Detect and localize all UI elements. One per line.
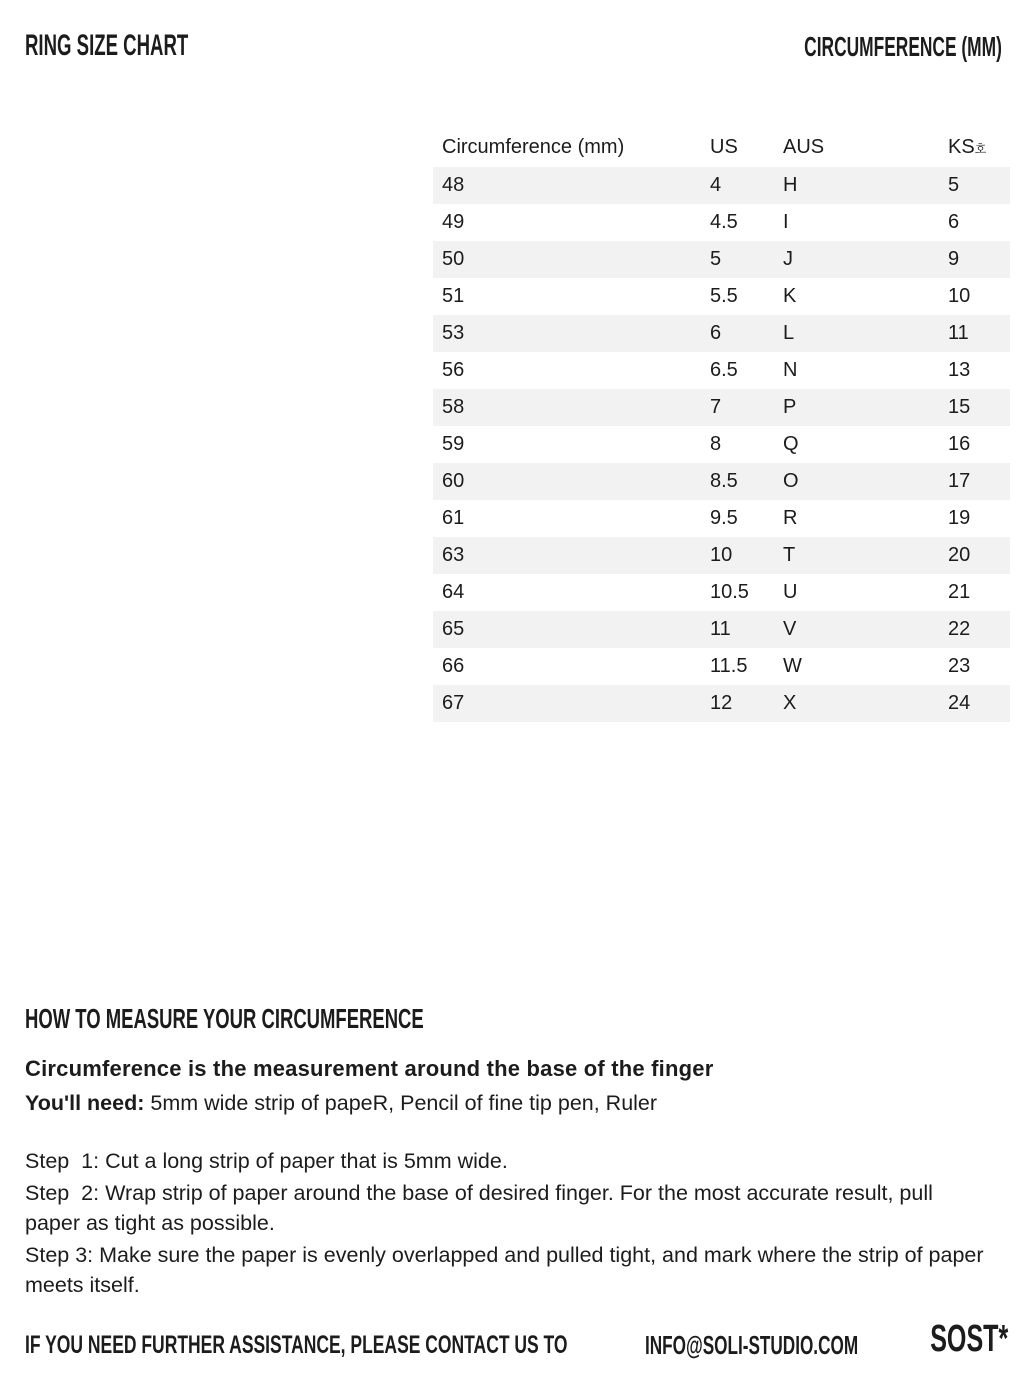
page-title (25, 29, 288, 63)
footer-email-text: INFO@SOLI-STUDIO.COM (645, 1330, 859, 1360)
cell-us: 10 (710, 544, 733, 566)
column-header-aus: AUS (783, 136, 825, 158)
cell-circumference: 58 (442, 396, 465, 418)
table-row (433, 648, 1010, 685)
cell-aus: Q (783, 433, 799, 455)
cell-aus: R (783, 507, 798, 529)
cell-ks: 6 (948, 211, 960, 233)
how-to-heading-text: HOW TO MEASURE YOUR CIRCUMFERENCE (25, 1003, 424, 1034)
cell-circumference: 48 (442, 174, 465, 196)
ks-suffix: 호 (974, 142, 987, 156)
cell-us: 11 (710, 618, 731, 640)
cell-circumference: 56 (442, 359, 465, 381)
cell-us: 9.5 (710, 507, 738, 529)
cell-ks: 24 (948, 692, 971, 714)
cell-circumference: 61 (442, 507, 465, 529)
cell-aus: U (783, 581, 798, 603)
cell-aus: O (783, 470, 799, 492)
cell-circumference: 64 (442, 581, 465, 603)
cell-aus: N (783, 359, 798, 381)
cell-aus: V (783, 618, 797, 640)
cell-circumference: 66 (442, 655, 465, 677)
step-2: Step 2: Wrap strip of paper around the base of desired finger. For the most accurate result, pull paper as tight as possible. (25, 1181, 939, 1235)
size-conversion-table (433, 128, 1010, 722)
cell-us: 8 (710, 433, 722, 455)
how-to-heading (25, 1003, 993, 1035)
table-row (433, 315, 1010, 352)
cell-us: 8.5 (710, 470, 738, 492)
cell-circumference: 50 (442, 248, 465, 270)
cell-us: 5 (710, 248, 722, 270)
cell-aus: T (783, 544, 796, 566)
cell-us: 4.5 (710, 211, 738, 233)
table-header-row (433, 128, 1010, 167)
table-row (433, 352, 1010, 389)
column-header-us: US (710, 136, 738, 158)
cell-circumference: 59 (442, 433, 465, 455)
cell-us: 6.5 (710, 359, 738, 381)
cell-ks: 20 (948, 544, 971, 566)
cell-ks: 21 (948, 581, 971, 603)
need-label: You'll need: (25, 1091, 145, 1115)
page-subtitle-text: CIRCUMFERENCE (MM) (804, 31, 1002, 62)
cell-us: 5.5 (710, 285, 738, 307)
need-text: 5mm wide strip of papeR, Pencil of fine tip pen, Ruler (144, 1091, 658, 1115)
cell-aus: K (783, 285, 797, 307)
brand-logo (890, 1318, 1008, 1361)
footer-assistance-label: IF YOU NEED FURTHER ASSISTANCE, PLEASE CONTACT US TO (25, 1331, 568, 1359)
cell-ks: 23 (948, 655, 971, 677)
cell-aus: P (783, 396, 797, 418)
cell-us: 12 (710, 692, 733, 714)
table-row (433, 537, 1010, 574)
page-subtitle (683, 31, 1002, 63)
cell-ks: 13 (948, 359, 971, 381)
step-3: Step 3: Make sure the paper is evenly overlapped and pulled tight, and mark where the strip of paper meets itself. (25, 1243, 990, 1297)
page-title-text: RING SIZE CHART (25, 29, 189, 62)
cell-circumference: 49 (442, 211, 465, 233)
cell-ks: 19 (948, 507, 971, 529)
cell-us: 7 (710, 396, 722, 418)
cell-aus: H (783, 174, 798, 196)
table-row (433, 426, 1010, 463)
cell-ks: 5 (948, 174, 960, 196)
table-row (433, 167, 1010, 204)
cell-aus: I (783, 211, 789, 233)
table-row (433, 389, 1010, 426)
cell-circumference: 51 (442, 285, 465, 307)
table-row (433, 685, 1010, 722)
cell-ks: 15 (948, 396, 971, 418)
steps-list (25, 1146, 993, 1300)
cell-ks: 17 (948, 470, 971, 492)
cell-circumference: 63 (442, 544, 465, 566)
size-table-body (433, 167, 1010, 722)
column-header-ks: KS호 (948, 136, 987, 158)
cell-aus: J (783, 248, 793, 270)
cell-circumference: 53 (442, 322, 465, 344)
cell-aus: W (783, 655, 802, 677)
table-row (433, 241, 1010, 278)
cell-circumference: 60 (442, 470, 465, 492)
cell-us: 10.5 (710, 581, 749, 603)
table-row (433, 463, 1010, 500)
cell-aus: L (783, 322, 795, 344)
cell-ks: 10 (948, 285, 971, 307)
table-row (433, 574, 1010, 611)
table-row (433, 204, 1010, 241)
step-1: Step 1: Cut a long strip of paper that is 5mm wide. (25, 1149, 508, 1173)
cell-aus: X (783, 692, 797, 714)
brand-logo-text: SOST* (929, 1318, 1008, 1360)
intro-line: Circumference is the measurement around the base of the finger (25, 1056, 714, 1081)
table-row (433, 500, 1010, 537)
cell-circumference: 67 (442, 692, 465, 714)
cell-ks: 22 (948, 618, 971, 640)
how-to-section (25, 1003, 993, 1302)
cell-us: 6 (710, 322, 722, 344)
cell-us: 11.5 (710, 655, 748, 677)
table-row (433, 278, 1010, 315)
cell-us: 4 (710, 174, 722, 196)
column-header-circumference: Circumference (mm) (442, 136, 625, 158)
cell-circumference: 65 (442, 618, 465, 640)
cell-ks: 11 (948, 322, 969, 344)
need-line (25, 1091, 993, 1116)
cell-ks: 16 (948, 433, 971, 455)
table-row (433, 611, 1010, 648)
cell-ks: 9 (948, 248, 960, 270)
